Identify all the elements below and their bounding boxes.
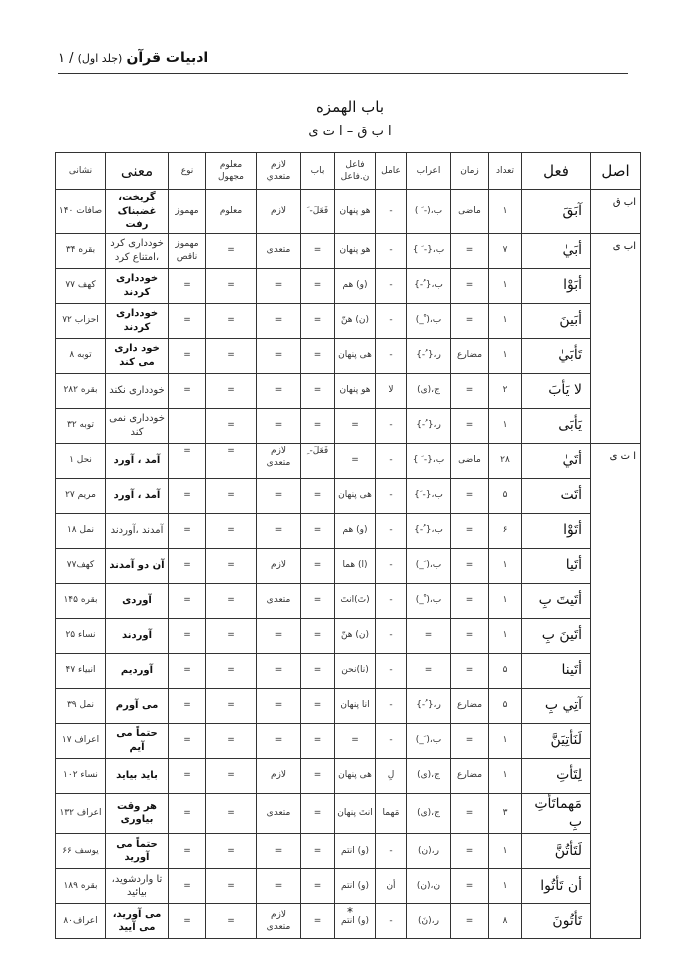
table-header-row xyxy=(56,153,641,190)
table-cell: ماضی xyxy=(451,443,489,478)
table-cell: مهموز xyxy=(169,190,206,234)
table-cell: لازم xyxy=(257,548,301,583)
table-row xyxy=(56,793,641,834)
table-cell: ٢ xyxy=(489,373,522,408)
table-cell: أبَينَ xyxy=(522,303,591,338)
table-cell: (و) انتم xyxy=(335,834,376,869)
table-cell: انا پنهان xyxy=(335,688,376,723)
table-cell: لازم xyxy=(257,190,301,234)
table-cell: گریخت، غضبناک رفت xyxy=(106,190,169,234)
table-cell: ۵ xyxy=(489,688,522,723)
table-cell: آتِي بِ xyxy=(522,688,591,723)
table-cell: آمدند ،آوردند xyxy=(106,513,169,548)
table-cell: متعدی xyxy=(257,583,301,618)
table-cell: = xyxy=(301,373,335,408)
table-cell: (و) هم xyxy=(335,513,376,548)
table-cell: هر وقت بیاوری xyxy=(106,793,169,834)
table-cell: خودداری کردند xyxy=(106,303,169,338)
table-cell: ب،{ ُ-} xyxy=(407,513,451,548)
header-rule xyxy=(58,73,628,74)
table-cell: أبَيٰ xyxy=(522,233,591,268)
table-cell: - xyxy=(376,548,407,583)
table-cell: انتَ پنهان xyxy=(335,793,376,834)
table-cell: = xyxy=(169,583,206,618)
table-cell: = xyxy=(257,338,301,373)
table-cell: = xyxy=(206,513,257,548)
table-cell: = xyxy=(169,548,206,583)
table-cell: ١ xyxy=(489,338,522,373)
table-cell: = xyxy=(206,303,257,338)
table-row xyxy=(56,303,641,338)
column-header: باب xyxy=(301,153,335,190)
table-cell: = xyxy=(206,373,257,408)
table-cell: هو پنهان xyxy=(335,233,376,268)
table-row xyxy=(56,268,641,303)
table-cell: خودداری کرد ،امتناع کرد xyxy=(106,233,169,268)
table-cell: توبه ٨ xyxy=(56,338,106,373)
table-cell: ب،{ ُ-} xyxy=(407,268,451,303)
table-cell: اعراف٨٠ xyxy=(56,904,106,939)
table-cell: ب،{- َ} xyxy=(407,478,451,513)
table-row xyxy=(56,758,641,793)
table-cell: نحل ١ xyxy=(56,443,106,478)
table-cell: ٢٨ xyxy=(489,443,522,478)
table-cell: أبَوْا xyxy=(522,268,591,303)
table-cell: ر،{ ُ-} xyxy=(407,338,451,373)
root-cell: اب ی xyxy=(591,233,641,443)
table-cell: = xyxy=(301,303,335,338)
table-cell: - xyxy=(376,904,407,939)
table-cell: ١ xyxy=(489,548,522,583)
table-cell: - xyxy=(376,688,407,723)
column-header: لازم متعدي xyxy=(257,153,301,190)
table-cell: = xyxy=(301,653,335,688)
table-cell: = xyxy=(169,793,206,834)
section-title: باب الهمزه xyxy=(315,98,385,116)
table-cell: صافات ١۴٠ xyxy=(56,190,106,234)
section-subtitle: ا ب ق – ا ت ی xyxy=(308,124,392,139)
table-cell: مریم ٢٧ xyxy=(56,478,106,513)
table-cell: = xyxy=(206,618,257,653)
verb-table xyxy=(55,152,641,939)
table-cell: آبَقَ xyxy=(522,190,591,234)
table-cell: ١ xyxy=(489,834,522,869)
table-cell: = xyxy=(206,408,257,443)
table-cell: نساء ١٠٢ xyxy=(56,758,106,793)
table-cell: - xyxy=(376,190,407,234)
table-cell: (و) انتم xyxy=(335,869,376,904)
table-cell: یوسف ۶۶ xyxy=(56,834,106,869)
table-cell: ج،(ی) xyxy=(407,758,451,793)
table-cell: آوردند xyxy=(106,618,169,653)
table-cell: - xyxy=(376,618,407,653)
table-cell: = xyxy=(169,373,206,408)
table-row xyxy=(56,723,641,758)
book-title: ادبیات قرآن xyxy=(126,50,209,66)
table-cell: = xyxy=(206,268,257,303)
table-cell: = xyxy=(257,723,301,758)
table-cell: أتَينَ بِ xyxy=(522,618,591,653)
table-cell: حتماً می آیم xyxy=(106,723,169,758)
table-cell: = xyxy=(206,688,257,723)
table-cell: = xyxy=(451,583,489,618)
running-header xyxy=(58,50,628,66)
table-cell: = xyxy=(301,869,335,904)
table-cell xyxy=(169,408,206,443)
table-cell: = xyxy=(169,618,206,653)
table-cell: ب،{- َ } xyxy=(407,443,451,478)
table-cell: خودداری کردند xyxy=(106,268,169,303)
table-cell: = xyxy=(169,338,206,373)
table-cell: ٣ xyxy=(489,793,522,834)
table-cell: (ن) هنّ xyxy=(335,618,376,653)
table-cell: ٧ xyxy=(489,233,522,268)
table-cell: ر،(نَ) xyxy=(407,904,451,939)
table-cell: لا يَأبَ xyxy=(522,373,591,408)
table-cell: = xyxy=(169,758,206,793)
table-cell: = xyxy=(257,373,301,408)
table-cell: = xyxy=(206,834,257,869)
table-cell: می آورید، می آیید xyxy=(106,904,169,939)
table-cell: خود داری می کند xyxy=(106,338,169,373)
table-cell: ب،( ْ_) xyxy=(407,303,451,338)
table-cell: ١ xyxy=(489,408,522,443)
column-header: معنی xyxy=(106,153,169,190)
table-cell: = xyxy=(451,303,489,338)
table-cell: = xyxy=(301,758,335,793)
table-cell: (و) هم xyxy=(335,268,376,303)
table-cell: تَأبَيٰ xyxy=(522,338,591,373)
table-cell: = xyxy=(257,834,301,869)
table-cell: - xyxy=(376,303,407,338)
table-cell: لازم xyxy=(257,758,301,793)
table-cell: = xyxy=(301,723,335,758)
table-cell: = xyxy=(169,688,206,723)
table-cell: ر،{ ُ-} xyxy=(407,408,451,443)
table-cell: = xyxy=(451,548,489,583)
table-cell: آن دو آمدند xyxy=(106,548,169,583)
table-row xyxy=(56,583,641,618)
table-cell: = xyxy=(169,268,206,303)
table-cell: ۵ xyxy=(489,653,522,688)
table-cell: = xyxy=(206,904,257,939)
table-cell: مَهماتَأتِ بِ xyxy=(522,793,591,834)
table-cell: = xyxy=(206,443,257,478)
table-cell: أتَيا xyxy=(522,548,591,583)
table-cell: = xyxy=(301,478,335,513)
table-cell: حتماً می آورید xyxy=(106,834,169,869)
table-cell: = xyxy=(206,233,257,268)
root-cell: ا ت ی xyxy=(591,443,641,939)
table-cell: ر،(ن) xyxy=(407,834,451,869)
table-cell: هی پنهان xyxy=(335,758,376,793)
table-cell: انبیاء ۴٧ xyxy=(56,653,106,688)
table-cell: = xyxy=(301,268,335,303)
table-cell: = xyxy=(206,793,257,834)
table-cell: ن،(ن) xyxy=(407,869,451,904)
table-cell: = xyxy=(451,904,489,939)
table-cell: = xyxy=(301,583,335,618)
table-cell: = xyxy=(451,268,489,303)
table-cell: ١ xyxy=(489,869,522,904)
table-cell: = xyxy=(257,688,301,723)
table-cell: ۶ xyxy=(489,513,522,548)
table-cell: - xyxy=(376,268,407,303)
table-cell: = xyxy=(335,408,376,443)
table-cell: کهف٧٧ xyxy=(56,548,106,583)
table-cell: = xyxy=(451,513,489,548)
table-row xyxy=(56,548,641,583)
column-header: تعداد xyxy=(489,153,522,190)
table-cell: ج،(ی) xyxy=(407,793,451,834)
table-cell: بقره ١۴۵ xyxy=(56,583,106,618)
table-cell: (تَ)انتَ xyxy=(335,583,376,618)
table-row xyxy=(56,443,641,478)
table-cell: - xyxy=(376,513,407,548)
table-row xyxy=(56,190,641,234)
table-cell: = xyxy=(301,408,335,443)
table-cell: = xyxy=(335,443,376,478)
table-cell: توبه ٣٢ xyxy=(56,408,106,443)
table-cell: تا واردشوید، بیائید xyxy=(106,869,169,904)
table-cell: خودداری نکند xyxy=(106,373,169,408)
table-cell: فَعَلَ- ِ xyxy=(301,443,335,478)
column-header: زمان xyxy=(451,153,489,190)
table-cell: لَتَأتُنَّ xyxy=(522,834,591,869)
table-cell: باید بیاید xyxy=(106,758,169,793)
table-cell: أتَيتَ بِ xyxy=(522,583,591,618)
table-cell: ٨ xyxy=(489,904,522,939)
table-cell: (و) انتم xyxy=(335,904,376,939)
table-cell: أن تَأتُوا xyxy=(522,869,591,904)
table-cell: = xyxy=(257,513,301,548)
table-cell: اعراف ١٧ xyxy=(56,723,106,758)
table-cell: ج،(ی) xyxy=(407,373,451,408)
table-cell: ١ xyxy=(489,618,522,653)
table-cell: = xyxy=(451,373,489,408)
table-cell: - xyxy=(376,583,407,618)
table-cell: = xyxy=(301,793,335,834)
table-cell: آوردی xyxy=(106,583,169,618)
table-cell: = xyxy=(169,653,206,688)
table-cell: = xyxy=(169,723,206,758)
column-header: اصل xyxy=(591,153,641,190)
table-cell: معلوم xyxy=(206,190,257,234)
table-cell: = xyxy=(335,723,376,758)
table-cell: = xyxy=(169,513,206,548)
table-cell: = xyxy=(206,338,257,373)
table-cell: = xyxy=(169,478,206,513)
table-cell: = xyxy=(206,583,257,618)
table-cell: = xyxy=(257,478,301,513)
column-header: عامل xyxy=(376,153,407,190)
table-cell: ب،( َ_) xyxy=(407,723,451,758)
table-cell: = xyxy=(169,303,206,338)
table-cell: مضارع xyxy=(451,688,489,723)
table-cell: بقره ١٨٩ xyxy=(56,869,106,904)
table-cell: هی پنهان xyxy=(335,338,376,373)
table-cell: مهموز ناقص xyxy=(169,233,206,268)
table-cell: = xyxy=(206,758,257,793)
table-cell: لا xyxy=(376,373,407,408)
table-row xyxy=(56,834,641,869)
table-cell: أتَينا xyxy=(522,653,591,688)
table-cell: متعدی xyxy=(257,233,301,268)
table-cell: لازم متعدی xyxy=(257,904,301,939)
table-cell: = xyxy=(301,688,335,723)
table-cell: لِ xyxy=(376,758,407,793)
table-cell: = xyxy=(169,869,206,904)
table-cell: آوردیم xyxy=(106,653,169,688)
table-cell: = xyxy=(169,834,206,869)
table-row xyxy=(56,513,641,548)
table-cell: = xyxy=(451,478,489,513)
table-cell: = xyxy=(301,513,335,548)
table-cell: می آورم xyxy=(106,688,169,723)
table-cell: - xyxy=(376,408,407,443)
table-cell: مَهما xyxy=(376,793,407,834)
table-cell: = xyxy=(206,653,257,688)
table-cell: هو پنهان xyxy=(335,190,376,234)
column-header: فاعل ن.فاعل xyxy=(335,153,376,190)
table-cell: = xyxy=(301,904,335,939)
table-cell: لازم متعدی xyxy=(257,443,301,478)
column-header: فعل xyxy=(522,153,591,190)
column-header: نشانی xyxy=(56,153,106,190)
table-cell: - xyxy=(376,338,407,373)
table-cell: = xyxy=(451,233,489,268)
table-row xyxy=(56,408,641,443)
table-cell: ۵ xyxy=(489,478,522,513)
table-cell: - xyxy=(376,233,407,268)
table-cell: ١ xyxy=(489,190,522,234)
table-cell: ١ xyxy=(489,303,522,338)
table-cell: = xyxy=(257,653,301,688)
table-cell: ١ xyxy=(489,723,522,758)
table-cell: ١ xyxy=(489,758,522,793)
table-cell: يَأبَى xyxy=(522,408,591,443)
table-cell: نمل ١٨ xyxy=(56,513,106,548)
table-cell: ب،{- َ } xyxy=(407,233,451,268)
root-cell: اب ق xyxy=(591,190,641,234)
table-cell: ب،( َ_) xyxy=(407,548,451,583)
table-cell: = xyxy=(407,618,451,653)
table-cell: بقره ٢٨٢ xyxy=(56,373,106,408)
table-cell: = xyxy=(301,618,335,653)
table-cell: هی پنهان xyxy=(335,478,376,513)
table-row xyxy=(56,478,641,513)
table-cell: = xyxy=(451,834,489,869)
table-cell: خودداری نمی کند xyxy=(106,408,169,443)
column-header: معلوم مجهول xyxy=(206,153,257,190)
table-cell: آمد ، آورد xyxy=(106,478,169,513)
table-cell: - xyxy=(376,653,407,688)
table-row xyxy=(56,233,641,268)
table-cell: ماضی xyxy=(451,190,489,234)
table-cell: مضارع xyxy=(451,758,489,793)
table-cell: اعراف ١٣٢ xyxy=(56,793,106,834)
table-cell: مضارع xyxy=(451,338,489,373)
table-cell: = xyxy=(451,793,489,834)
table-cell: أتَت xyxy=(522,478,591,513)
table-cell: احزاب ٧٢ xyxy=(56,303,106,338)
table-cell: = xyxy=(301,338,335,373)
volume-label: (جلد اول) xyxy=(77,52,123,65)
table-cell: کهف ٧٧ xyxy=(56,268,106,303)
table-cell: متعدی xyxy=(257,793,301,834)
table-cell: = xyxy=(407,653,451,688)
table-cell: = xyxy=(301,834,335,869)
table-cell: - xyxy=(376,443,407,478)
table-row xyxy=(56,338,641,373)
table-cell: = xyxy=(451,408,489,443)
table-cell: لَنَأتِيَنَّ xyxy=(522,723,591,758)
table-cell: فَعَلَ- َ xyxy=(301,190,335,234)
table-cell: ب،(- َ ) xyxy=(407,190,451,234)
column-header: نوع xyxy=(169,153,206,190)
table-cell: = xyxy=(257,268,301,303)
table-cell: أتَوْا xyxy=(522,513,591,548)
page-number: / ١ xyxy=(58,51,74,66)
table-cell: = xyxy=(301,548,335,583)
footnote-mark: * xyxy=(347,905,353,919)
column-header: اعراب xyxy=(407,153,451,190)
table-cell: أتَيٰ xyxy=(522,443,591,478)
table-cell: = xyxy=(206,478,257,513)
table-row xyxy=(56,373,641,408)
table-cell: = xyxy=(206,723,257,758)
table-cell: = xyxy=(206,869,257,904)
table-cell: تَأتُونَ xyxy=(522,904,591,939)
table-cell: ب،( ْ_) xyxy=(407,583,451,618)
table-cell: - xyxy=(376,723,407,758)
table-cell: = xyxy=(169,904,206,939)
table-cell: - xyxy=(376,834,407,869)
table-cell: (ا) هما xyxy=(335,548,376,583)
table-cell: لِتَأتِ xyxy=(522,758,591,793)
table-cell: (ن) هنّ xyxy=(335,303,376,338)
table-cell: - xyxy=(376,478,407,513)
table-cell: = xyxy=(451,723,489,758)
table-cell: = xyxy=(257,618,301,653)
table-cell: = xyxy=(451,618,489,653)
table-cell: ر،{ ُ-} xyxy=(407,688,451,723)
table-cell: (نا)نحن xyxy=(335,653,376,688)
table-cell: هو پنهان xyxy=(335,373,376,408)
table-cell: = xyxy=(451,869,489,904)
table-row xyxy=(56,618,641,653)
table-cell: = xyxy=(451,653,489,688)
table-cell: = xyxy=(169,443,206,478)
table-row xyxy=(56,869,641,904)
table-cell: = xyxy=(257,303,301,338)
table-cell: = xyxy=(257,869,301,904)
table-cell: نساء ٢۵ xyxy=(56,618,106,653)
table-cell: = xyxy=(301,233,335,268)
table-row xyxy=(56,688,641,723)
table-cell: أن xyxy=(376,869,407,904)
table-cell: بقره ٣۴ xyxy=(56,233,106,268)
table-cell: ١ xyxy=(489,583,522,618)
table-row xyxy=(56,653,641,688)
table-cell: آمد ، آورد xyxy=(106,443,169,478)
table-cell: = xyxy=(257,408,301,443)
table-cell: ١ xyxy=(489,268,522,303)
table-cell: نمل ٣٩ xyxy=(56,688,106,723)
table-cell: = xyxy=(206,548,257,583)
